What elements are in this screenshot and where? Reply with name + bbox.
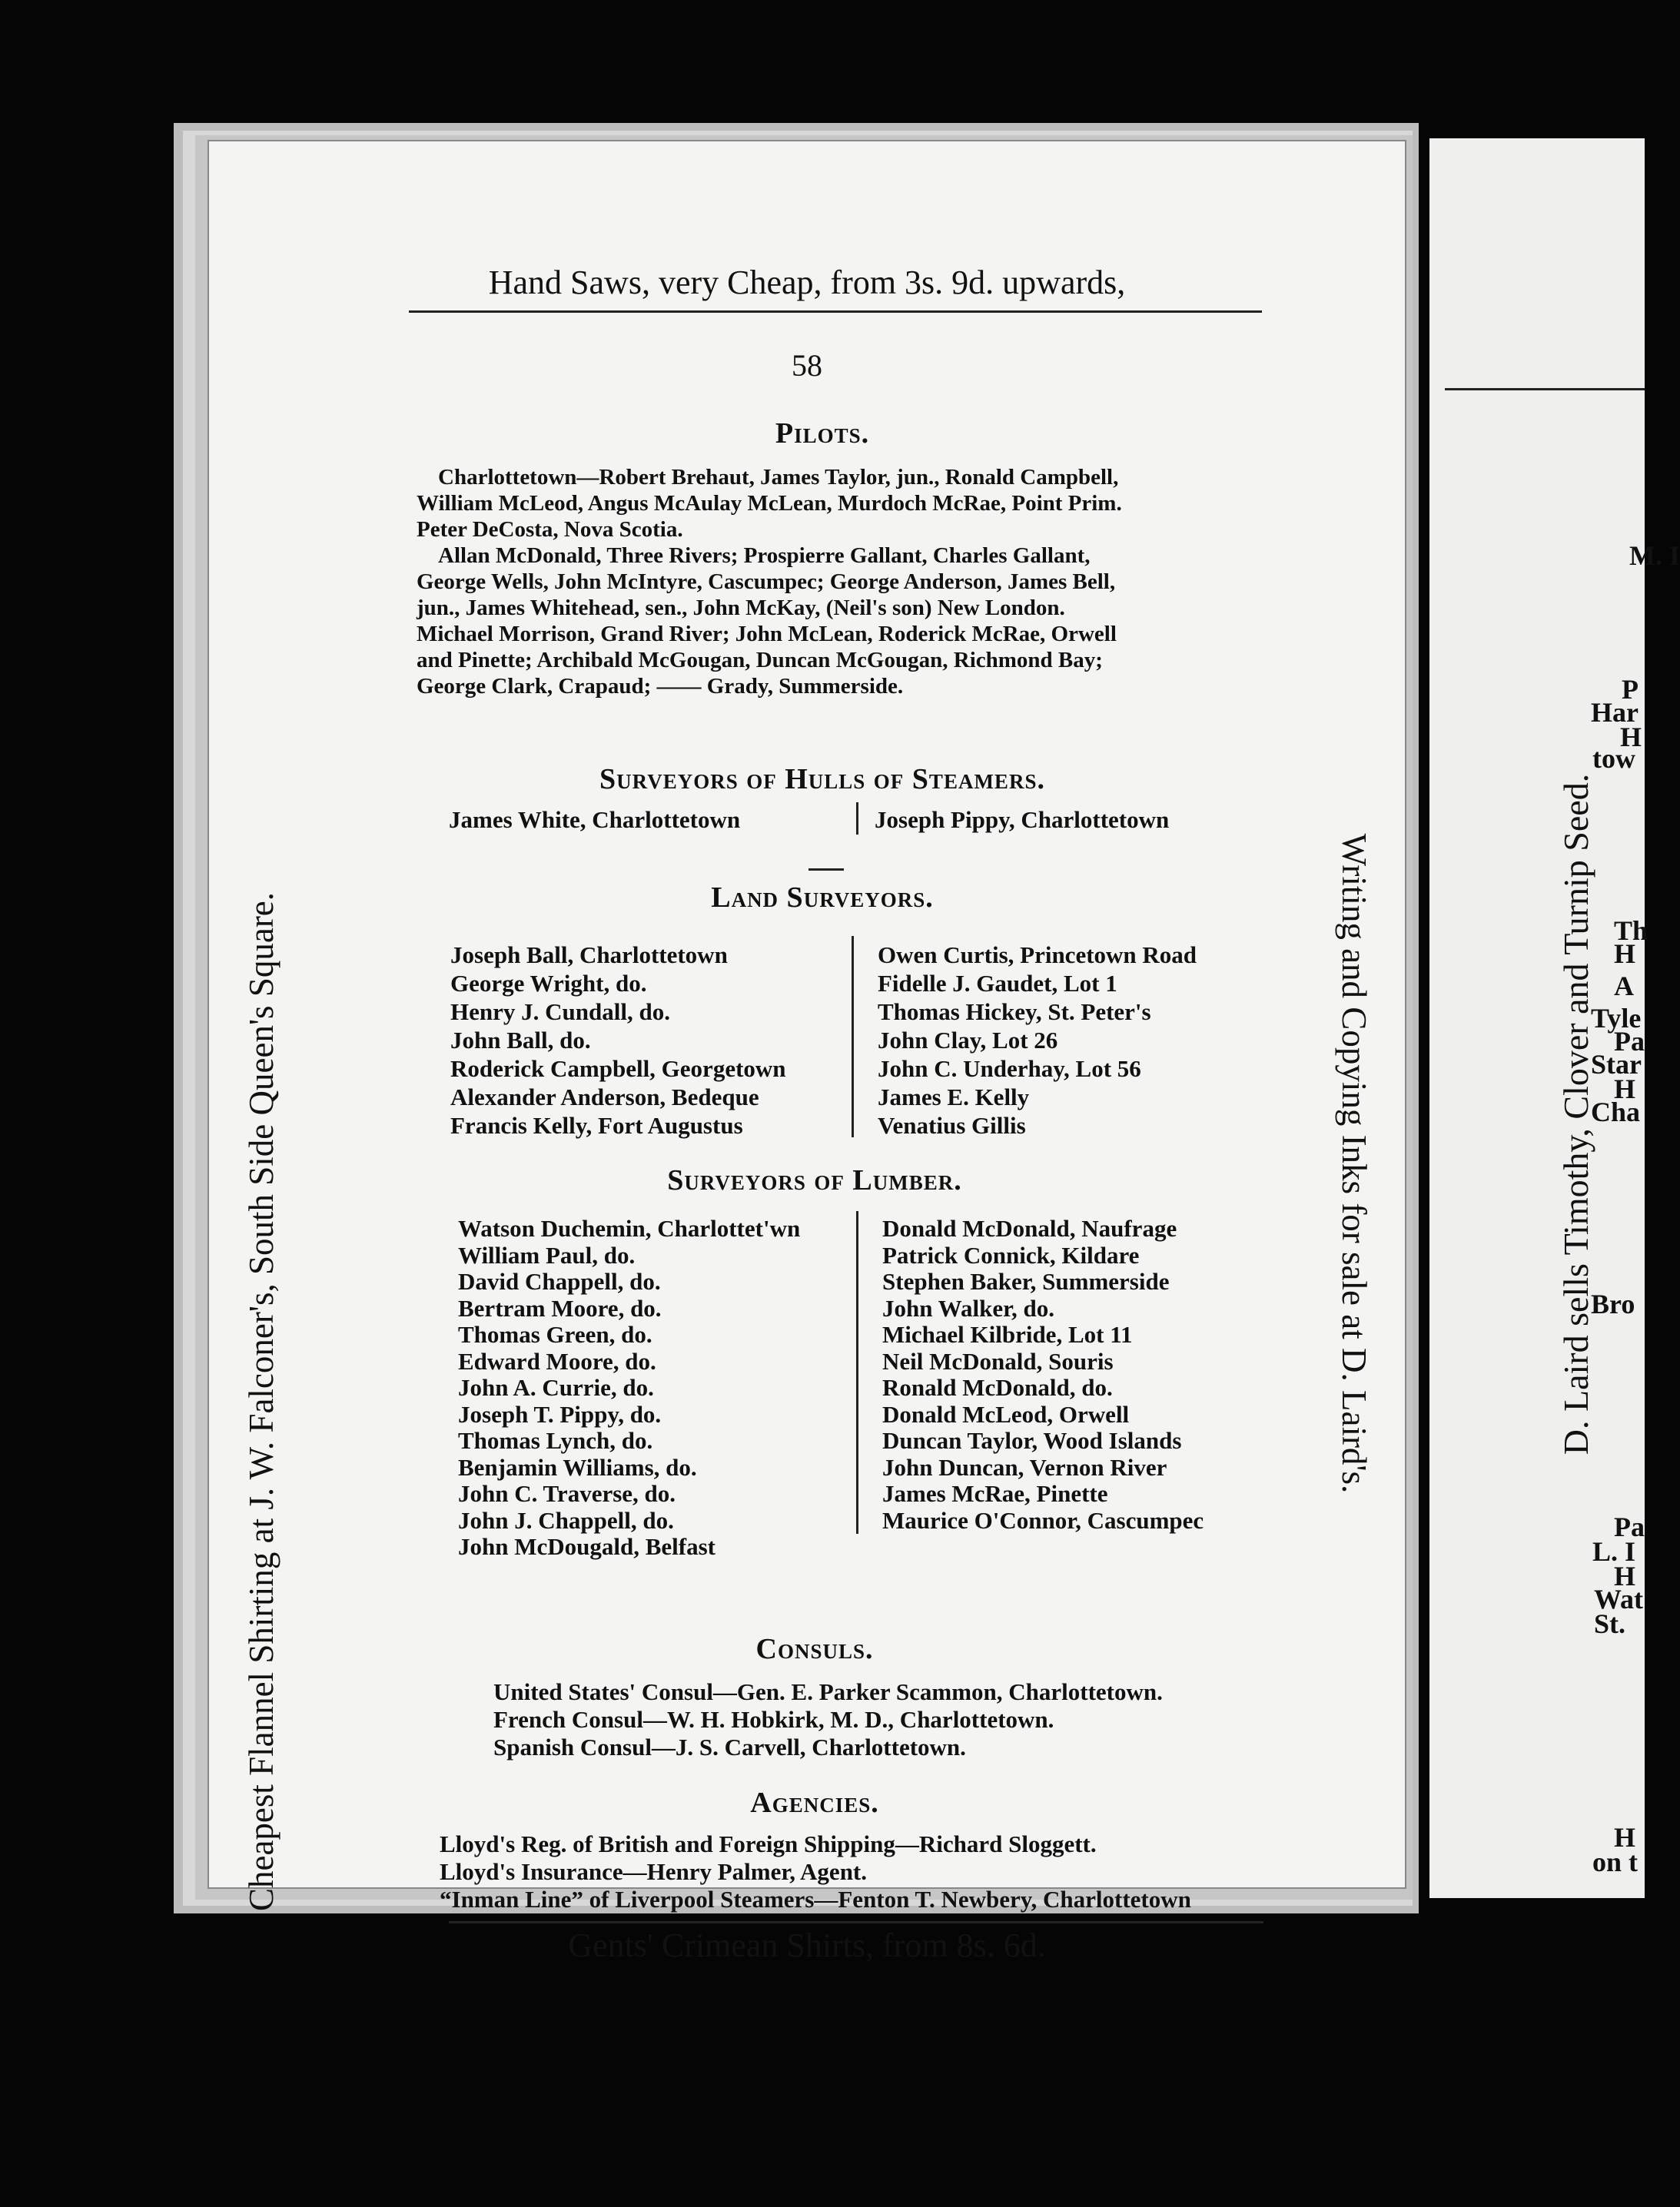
consuls-list — [493, 1678, 1163, 1761]
hull-surveyor-right: Joseph Pippy, Charlottetown — [875, 806, 1170, 833]
list-item: Watson Duchemin, Charlottet'wn — [458, 1215, 801, 1242]
facing-fragment: Cha — [1591, 1097, 1641, 1127]
list-item: Maurice O'Connor, Cascumpec — [882, 1506, 1204, 1534]
pilots-line: Peter DeCosta, Nova Scotia. — [417, 517, 683, 542]
agencies-heading: Agencies. — [750, 1787, 879, 1819]
list-item: John A. Currie, do. — [458, 1374, 654, 1401]
facing-fragment: H — [1614, 1561, 1636, 1591]
list-item: Donald McLeod, Orwell — [882, 1400, 1130, 1428]
pilots-line: Allan McDonald, Three Rivers; Prospierre Gallant, Charles Gallant, — [438, 543, 1091, 568]
facing-fragment: H — [1614, 1822, 1636, 1853]
pilots-heading: Pilots. — [775, 417, 870, 450]
list-item: Edward Moore, do. — [458, 1347, 656, 1375]
section-dash — [808, 868, 844, 871]
list-item: John McDougald, Belfast — [458, 1533, 715, 1560]
list-item: Patrick Connick, Kildare — [882, 1241, 1140, 1269]
facing-fragment: Star — [1591, 1049, 1642, 1080]
list-item: Henry J. Cundall, do. — [450, 998, 670, 1025]
page-number: 58 — [792, 348, 822, 383]
list-item: Ronald McDonald, do. — [882, 1374, 1113, 1401]
facing-fragment: P — [1622, 674, 1638, 705]
facing-fragment: on t — [1592, 1847, 1638, 1877]
facing-fragment: Wat — [1594, 1584, 1644, 1615]
facing-fragment: L. I — [1592, 1536, 1636, 1567]
facing-fragment: Tyle — [1591, 1003, 1642, 1034]
list-item: William Paul, do. — [458, 1241, 636, 1269]
facing-fragment: Pa — [1614, 1026, 1645, 1057]
list-item: John Duncan, Vernon River — [882, 1453, 1167, 1481]
facing-fragment: Har — [1591, 697, 1638, 728]
column-divider — [856, 802, 858, 835]
facing-page-rule — [1445, 388, 1645, 390]
pilots-line: George Clark, Crapaud; —— Grady, Summerside. — [417, 674, 904, 699]
list-item: Lloyd's Insurance—Henry Palmer, Agent. — [440, 1858, 868, 1885]
pilots-line: jun., James Whitehead, sen., John McKay, (Neil's son) New London. — [417, 596, 1065, 620]
facing-page — [1429, 138, 1680, 1898]
lumber-surveyors-heading: Surveyors of Lumber. — [667, 1164, 962, 1196]
list-item: French Consul—W. H. Hobkirk, M. D., Charlottetown. — [493, 1706, 1054, 1733]
list-item: David Chappell, do. — [458, 1268, 661, 1295]
footer-advert: Gents' Crimean Shirts, from 8s. 6d. — [568, 1927, 1046, 1964]
pilots-line: Michael Morrison, Grand River; John McLean, Roderick McRae, Orwell — [417, 622, 1117, 646]
list-item: Francis Kelly, Fort Augustus — [450, 1112, 743, 1139]
left-margin-advert: Cheapest Flannel Shirting at J. W. Falconer's, South Side Queen's Square. — [242, 891, 281, 1912]
list-item: James E. Kelly — [878, 1084, 1030, 1110]
list-item: Lloyd's Reg. of British and Foreign Shipping—Richard Sloggett. — [440, 1830, 1097, 1857]
land-surveyors-heading: Land Surveyors. — [711, 881, 934, 914]
facing-fragment: Th — [1614, 915, 1648, 946]
column-divider — [856, 1211, 858, 1534]
facing-fragment: M. I — [1629, 540, 1680, 571]
facing-fragment: Pa — [1614, 1512, 1645, 1542]
facing-fragment: H — [1614, 1074, 1636, 1104]
list-item: Thomas Green, do. — [458, 1321, 652, 1348]
pilots-line: and Pinette; Archibald McGougan, Duncan McGougan, Richmond Bay; — [417, 648, 1103, 672]
list-item: Owen Curtis, Princetown Road — [878, 941, 1197, 968]
pilots-line: George Wells, John McIntyre, Cascumpec; George Anderson, James Bell, — [417, 569, 1116, 594]
pilots-line: William McLeod, Angus McAulay McLean, Murdoch McRae, Point Prim. — [417, 491, 1122, 516]
list-item: Duncan Taylor, Wood Islands — [882, 1427, 1182, 1454]
land-surveyors-left — [450, 941, 786, 1140]
facing-fragment: H — [1620, 722, 1642, 752]
facing-fragment: tow — [1592, 743, 1635, 774]
facing-vertical-advert: D. Laird sells Timothy, Clover and Turnip Seed. — [1556, 773, 1595, 1455]
consuls-heading: Consuls. — [755, 1633, 874, 1665]
list-item: Thomas Lynch, do. — [458, 1427, 653, 1454]
list-item: Michael Kilbride, Lot 11 — [882, 1321, 1133, 1348]
list-item: Stephen Baker, Summerside — [882, 1268, 1170, 1295]
list-item: George Wright, do. — [450, 970, 647, 997]
facing-fragment: Bro — [1591, 1289, 1635, 1319]
list-item: John Clay, Lot 26 — [878, 1027, 1058, 1054]
list-item: Joseph Ball, Charlottetown — [450, 941, 728, 968]
header-advert: Hand Saws, very Cheap, from 3s. 9d. upwards, — [488, 264, 1126, 301]
list-item: John C. Underhay, Lot 56 — [878, 1055, 1141, 1082]
list-item: Thomas Hickey, St. Peter's — [878, 998, 1151, 1025]
pilots-list — [417, 464, 1122, 699]
lumber-surveyors-right — [882, 1216, 1204, 1534]
list-item: John J. Chappell, do. — [458, 1506, 674, 1534]
right-margin-advert: Writing and Copying Inks for sale at D. Laird's. — [1335, 833, 1373, 1494]
list-item: John Walker, do. — [882, 1294, 1054, 1322]
list-item: James McRae, Pinette — [882, 1480, 1108, 1507]
list-item: Venatius Gillis — [878, 1112, 1026, 1139]
list-item: Neil McDonald, Souris — [882, 1347, 1114, 1375]
list-item: John Ball, do. — [450, 1027, 591, 1054]
facing-fragment: H — [1614, 938, 1636, 969]
hull-surveyor-left: James White, Charlottetown — [449, 806, 741, 833]
pilots-line: Charlottetown—Robert Brehaut, James Taylor, jun., Ronald Campbell, — [438, 465, 1119, 490]
lumber-surveyors-left — [458, 1216, 800, 1561]
hull-surveyors-heading: Surveyors of Hulls of Steamers. — [599, 763, 1045, 795]
header-rule — [409, 310, 1262, 313]
facing-fragment: A — [1614, 971, 1634, 1001]
book-page — [208, 140, 1406, 1964]
agencies-list — [440, 1830, 1191, 1913]
list-item: Fidelle J. Gaudet, Lot 1 — [878, 970, 1117, 997]
list-item: Spanish Consul—J. S. Carvell, Charlottetown. — [493, 1734, 966, 1761]
list-item: Joseph T. Pippy, do. — [458, 1400, 662, 1428]
land-surveyors-right — [878, 941, 1197, 1140]
list-item: Bertram Moore, do. — [458, 1294, 662, 1322]
list-item: United States' Consul—Gen. E. Parker Scammon, Charlottetown. — [493, 1678, 1163, 1705]
list-item: Benjamin Williams, do. — [458, 1453, 697, 1481]
list-item: Roderick Campbell, Georgetown — [450, 1055, 786, 1082]
facing-fragment: St. — [1594, 1608, 1626, 1639]
list-item: Donald McDonald, Naufrage — [882, 1215, 1177, 1242]
column-divider — [852, 936, 854, 1137]
footer-rule — [449, 1921, 1263, 1923]
list-item: Alexander Anderson, Bedeque — [450, 1084, 759, 1110]
list-item: John C. Traverse, do. — [458, 1480, 676, 1507]
list-item: “Inman Line” of Liverpool Steamers—Fenton T. Newbery, Charlottetown — [440, 1886, 1191, 1913]
